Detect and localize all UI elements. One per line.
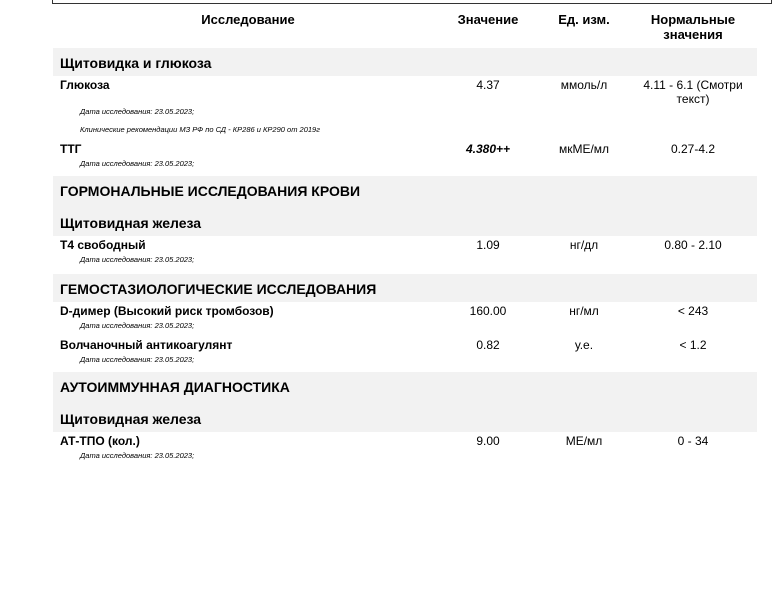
section-title: АУТОИММУННАЯ ДИАГНОСТИКА [60, 379, 290, 395]
test-name: Глюкоза [60, 78, 110, 92]
test-date: Дата исследования: 23.05.2023; [80, 451, 195, 460]
test-value: 1.09 [476, 238, 500, 252]
section-hemostasis [53, 274, 757, 302]
table-row-t4 [53, 236, 757, 274]
group-thyroid-glucose [53, 48, 757, 76]
table-row-ttg [53, 140, 757, 176]
test-name: D-димер (Высокий риск тромбозов) [60, 304, 274, 318]
test-name: Т4 свободный [60, 238, 146, 252]
test-norm: 0.27-4.2 [670, 142, 716, 156]
test-name: Волчаночный антикоагулянт [60, 338, 233, 352]
test-unit: у.е. [574, 338, 594, 352]
header-value: Значение [457, 12, 519, 27]
test-unit: МЕ/мл [565, 434, 603, 448]
test-unit: мкМЕ/мл [558, 142, 610, 156]
table-row-lupus [53, 336, 757, 372]
group-title: Щитовидная железа [60, 411, 202, 427]
test-value: 4.380++ [465, 142, 511, 156]
header-norm-line2: значения [663, 27, 723, 42]
test-unit: нг/мл [569, 304, 599, 318]
test-norm: < 1.2 [679, 338, 707, 352]
test-norm: 0.80 - 2.10 [664, 238, 722, 252]
section-autoimmune [53, 372, 757, 404]
test-date: Дата исследования: 23.05.2023; [80, 355, 195, 364]
test-date: Дата исследования: 23.05.2023; [80, 255, 195, 264]
test-norm-line2: текст) [676, 92, 710, 106]
header-name: Исследование [201, 12, 295, 27]
table-row-attpo [53, 432, 757, 468]
table-row-glucose [53, 76, 757, 140]
test-date: Дата исследования: 23.05.2023; [80, 159, 195, 168]
test-norm [631, 78, 755, 106]
group-title: Щитовидная железа [60, 215, 202, 231]
test-norm: < 243 [677, 304, 709, 318]
group-thyroid-gland-2 [53, 404, 757, 432]
test-norm-line1: 4.11 - 6.1 (Смотри [643, 78, 743, 92]
group-thyroid-gland [53, 208, 757, 236]
table-row-ddimer [53, 302, 757, 336]
test-date: Дата исследования: 23.05.2023; [80, 107, 195, 116]
test-norm: 0 - 34 [677, 434, 709, 448]
test-unit: ммоль/л [560, 78, 608, 92]
test-unit: нг/дл [569, 238, 599, 252]
test-name: ТТГ [60, 142, 82, 156]
header-norm [631, 12, 755, 42]
results-document [53, 0, 757, 468]
section-title: ГЕМОСТАЗИОЛОГИЧЕСКИЕ ИССЛЕДОВАНИЯ [60, 281, 377, 297]
header-norm-line1: Нормальные [650, 12, 736, 27]
test-note: Клинические рекомендации МЗ РФ по СД - КР286 и КР290 от 2019г [80, 125, 320, 134]
group-title: Щитовидка и глюкоза [60, 55, 212, 71]
section-title: ГОРМОНАЛЬНЫЕ ИССЛЕДОВАНИЯ КРОВИ [60, 183, 361, 199]
table-header [53, 0, 757, 48]
test-value: 9.00 [476, 434, 500, 448]
header-unit: Ед. изм. [558, 12, 610, 27]
test-value: 4.37 [476, 78, 500, 92]
test-date: Дата исследования: 23.05.2023; [80, 321, 195, 330]
section-hormonal [53, 176, 757, 208]
test-name: АТ-ТПО (кол.) [60, 434, 140, 448]
test-value: 160.00 [469, 304, 507, 318]
test-value: 0.82 [476, 338, 500, 352]
